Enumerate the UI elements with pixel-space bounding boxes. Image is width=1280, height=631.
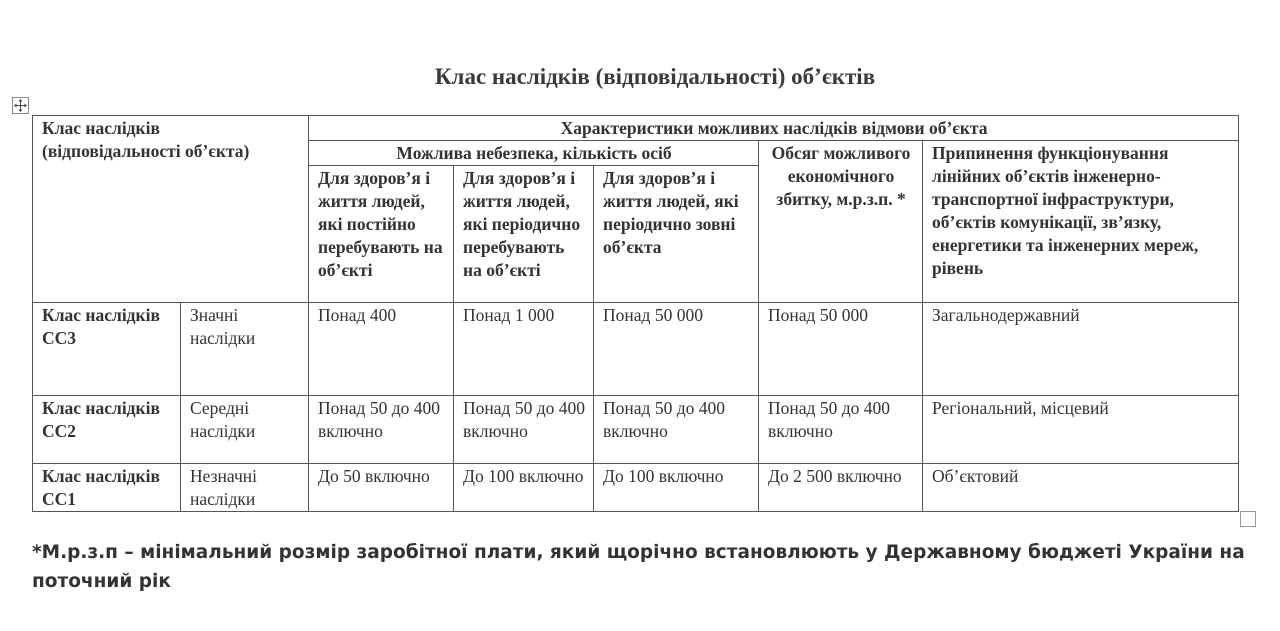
row-permanent-cell: До 50 включно	[309, 464, 454, 512]
row-damage-cell: Понад 50 до 400 включно	[759, 396, 923, 464]
header-infrastructure: Припинення функціонування лінійних об’єктів інженерно-транспортної інфраструктури, об’єктів комунікації, зв’язку, енергетики та інженерних мереж, рівень	[923, 141, 1239, 303]
row-damage-cell: До 2 500 включно	[759, 464, 923, 512]
row-periodic-cell: До 100 включно	[454, 464, 594, 512]
table-row	[33, 303, 1239, 396]
row-class-cell: Клас наслідків СС1	[33, 464, 181, 512]
footnote: *М.р.з.п – мінімальний розмір заробітної плати, який щорічно встановлюють у Державному бюджеті України на поточний рік	[32, 542, 1245, 592]
document-title: Клас наслідків (відповідальності) об’єктів	[434, 64, 876, 89]
row-infra-cell: Загальнодержавний	[923, 303, 1239, 396]
consequence-class-table	[32, 115, 1239, 512]
table-header-row	[33, 116, 1239, 141]
row-infra-cell: Регіональний, місцевий	[923, 396, 1239, 464]
row-level-cell: Середні наслідки	[181, 396, 309, 464]
header-outside-people: Для здоров’я і життя людей, які періодично зовні об’єкта	[594, 166, 759, 303]
header-economic-damage: Обсяг можливого економічного збитку, м.р.з.п. *	[759, 141, 923, 303]
table-move-handle-icon[interactable]	[12, 97, 29, 114]
row-damage-cell: Понад 50 000	[759, 303, 923, 396]
header-characteristics: Характеристики можливих наслідків відмови об’єкта	[309, 116, 1239, 141]
row-infra-cell: Об’єктовий	[923, 464, 1239, 512]
row-class-cell: Клас наслідків СС2	[33, 396, 181, 464]
table-row	[33, 396, 1239, 464]
row-permanent-cell: Понад 50 до 400 включно	[309, 396, 454, 464]
square-resize-handle-icon[interactable]	[1240, 511, 1256, 527]
row-outside-cell: Понад 50 до 400 включно	[594, 396, 759, 464]
row-outside-cell: До 100 включно	[594, 464, 759, 512]
row-periodic-cell: Понад 1 000	[454, 303, 594, 396]
row-permanent-cell: Понад 400	[309, 303, 454, 396]
header-danger-group: Можлива небезпека, кількість осіб	[309, 141, 759, 166]
row-level-cell: Значні наслідки	[181, 303, 309, 396]
header-periodic-people: Для здоров’я і життя людей, які періодично перебувають на об’єкті	[454, 166, 594, 303]
four-arrows-move-icon	[14, 99, 27, 112]
row-level-cell: Незначні наслідки	[181, 464, 309, 512]
row-class-cell: Клас наслідків СС3	[33, 303, 181, 396]
row-outside-cell: Понад 50 000	[594, 303, 759, 396]
row-periodic-cell: Понад 50 до 400 включно	[454, 396, 594, 464]
header-permanent-people: Для здоров’я і життя людей, які постійно перебувають на об’єкті	[309, 166, 454, 303]
header-class-column: Клас наслідків (відповідальності об’єкта)	[33, 116, 309, 303]
table-row	[33, 464, 1239, 512]
